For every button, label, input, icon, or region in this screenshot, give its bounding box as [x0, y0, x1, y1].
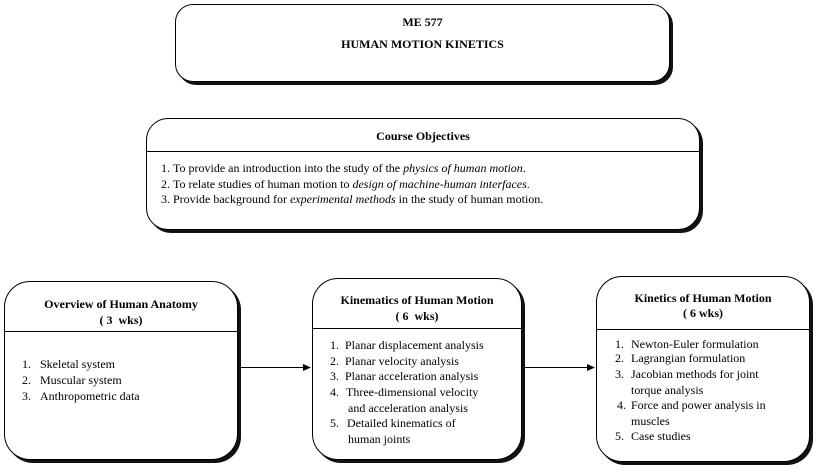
topic-item — [597, 367, 809, 381]
topic-item — [597, 351, 809, 365]
topic-text: human joints — [348, 432, 411, 446]
topic-text: and acceleration analysis — [348, 401, 468, 415]
objective-item — [161, 161, 699, 175]
topic-item — [313, 354, 521, 368]
course-number: ME 577 — [402, 15, 443, 29]
topic-text: muscles — [631, 414, 670, 428]
topic-number: 1. — [22, 357, 31, 371]
objective-number: 1. — [161, 161, 170, 175]
topic-text: Anthropometric data — [40, 389, 140, 403]
topic-text: Lagrangian formulation — [631, 351, 746, 365]
topic-number: 4. — [617, 398, 626, 412]
objective-number: 2. — [161, 177, 170, 191]
topic-text: Force and power analysis in — [631, 398, 766, 412]
topic-number: 1. — [330, 338, 339, 352]
module-divider — [5, 331, 237, 332]
arrow-kinematics-to-kinetics — [525, 364, 595, 371]
arrowhead — [303, 364, 311, 371]
topic-item — [313, 385, 521, 399]
objectives-heading: Course Objectives — [376, 129, 470, 143]
topic-text: Planar displacement analysis — [345, 338, 484, 352]
module-title: Overview of Human Anatomy — [44, 297, 198, 311]
module-duration: ( 6 wks) — [682, 306, 723, 320]
objective-text: To relate studies of human motion to — [173, 177, 353, 191]
topic-item-continuation — [597, 414, 809, 428]
module-divider — [313, 328, 521, 329]
topic-item — [597, 398, 809, 412]
objective-item — [161, 177, 699, 191]
module-duration: ( 3 wks) — [99, 313, 143, 327]
objective-number: 3. — [161, 192, 170, 206]
topic-text: Skeletal system — [40, 357, 115, 371]
objective-emphasis: design of machine-human interfaces — [352, 177, 527, 191]
module-box-kinetics — [596, 276, 810, 462]
topic-text: Planar acceleration analysis — [345, 369, 479, 383]
topic-text: Jacobian methods for joint — [631, 367, 759, 381]
course-title-box — [175, 4, 670, 82]
course-objectives-box — [146, 118, 700, 230]
module-title: Kinetics of Human Motion — [634, 291, 772, 305]
module-divider — [597, 329, 809, 330]
topic-text: Planar velocity analysis — [345, 354, 459, 368]
topic-number: 3. — [615, 367, 624, 381]
topic-text: Muscular system — [40, 373, 122, 387]
topic-item — [597, 429, 809, 443]
topic-number: 3. — [22, 389, 31, 403]
topic-number: 5. — [330, 416, 339, 430]
module-title: Kinematics of Human Motion — [340, 293, 494, 307]
topic-text: Three-dimensional velocity — [346, 385, 479, 399]
objectives-divider — [147, 151, 699, 152]
objective-emphasis: physics of human motion — [403, 161, 523, 175]
topic-number: 2. — [615, 351, 624, 365]
objective-text-end: in the study of human motion. — [395, 192, 544, 206]
objective-text-end: . — [526, 177, 530, 191]
topic-text: Detailed kinematics of — [347, 416, 456, 430]
topic-item-continuation — [597, 383, 809, 397]
objective-item — [161, 192, 699, 206]
topic-item — [313, 416, 521, 430]
objective-text-end: . — [522, 161, 526, 175]
topic-text: Case studies — [631, 429, 691, 443]
topic-number: 4. — [330, 385, 339, 399]
arrowhead — [587, 364, 595, 371]
topic-item — [5, 373, 237, 387]
objective-text: To provide an introduction into the study of the — [173, 161, 404, 175]
topic-number: 1. — [615, 337, 624, 351]
module-box-anatomy — [4, 281, 238, 460]
topic-number: 2. — [330, 354, 339, 368]
topic-number: 2. — [22, 373, 31, 387]
topic-item — [597, 337, 809, 351]
topic-item — [5, 357, 237, 371]
topic-number: 5. — [615, 429, 624, 443]
topic-text: torque analysis — [631, 383, 704, 397]
module-duration: ( 6 wks) — [395, 309, 439, 323]
arrow-anatomy-to-kinematics — [241, 364, 311, 371]
topic-item-continuation — [313, 432, 521, 446]
topic-item — [313, 338, 521, 352]
course-name: HUMAN MOTION KINETICS — [341, 37, 504, 51]
topic-item — [313, 369, 521, 383]
objective-emphasis: experimental methods — [289, 192, 396, 206]
topic-item — [5, 389, 237, 403]
topic-item-continuation — [313, 401, 521, 415]
topic-text: Newton-Euler formulation — [631, 337, 759, 351]
module-box-kinematics — [312, 278, 522, 460]
objective-text: Provide background for — [173, 192, 290, 206]
topic-number: 3. — [330, 369, 339, 383]
